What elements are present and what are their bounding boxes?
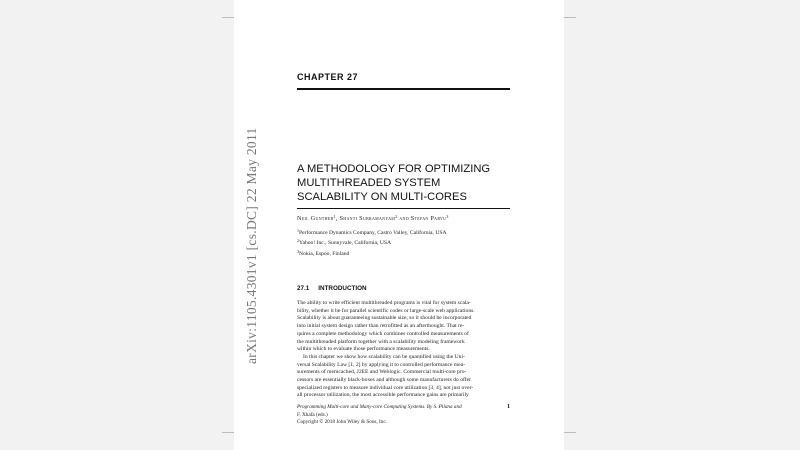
footer-line: F. Xhafa (eds.) <box>297 411 328 418</box>
author-separator: and <box>397 215 411 222</box>
chapter-label: CHAPTER 27 <box>297 72 359 82</box>
footer-line: Copyright © 2018 John Wiley & Sons, Inc. <box>297 419 387 425</box>
title-line: SCALABILITY ON MULTI-CORES <box>297 191 467 203</box>
chapter-rule <box>297 88 510 90</box>
affiliation-line <box>297 237 447 247</box>
body-line: the multithreaded platform together with a scalability modeling framework <box>297 338 465 345</box>
body-text <box>297 300 510 400</box>
affiliation-sup: 1 <box>297 228 299 233</box>
author-separator: , <box>335 215 340 222</box>
author-sup: 3 <box>446 214 449 219</box>
affiliation-sup: 3 <box>297 248 299 254</box>
body-line: bility, whether it be for parallel scientific codes or large-scale web applications. <box>297 307 475 314</box>
author-name: Stefan Parvu <box>410 215 447 222</box>
right-margin-area <box>564 0 800 450</box>
section-title: INTRODUCTION <box>318 285 367 292</box>
author-name: Shanti Subramanyam <box>339 215 396 222</box>
body-line: The ability to write efficient multithreaded programs is vital for system scala- <box>297 300 471 306</box>
affiliation-sup: 2 <box>297 238 299 244</box>
body-line: Scalability is about guaranteeing sustainable size, so it should be incorporated <box>297 315 472 322</box>
affiliation-text: Yahoo! Inc., Sunnyvale, California, USA <box>299 240 392 247</box>
body-line: specialized registers to measure individual core utilization [3, 4], not just over- <box>297 384 474 391</box>
footer-line: Programming Multi-core and Many-core Computing Systems. By S. Pllana and <box>297 404 462 410</box>
title-line: A METHODOLOGY FOR OPTIMIZING <box>297 163 491 175</box>
body-line: cessors are essentially black-boxes and although some manufacturers do offer <box>297 377 472 384</box>
body-line: versal Scalability Law [1, 2] by applying it to controlled performance mea- <box>297 361 466 368</box>
section-number: 27.1 <box>297 285 310 292</box>
affiliations <box>297 227 447 258</box>
body-line: into initial system design rather than retrofitted as an afterthought. That re- <box>297 323 465 330</box>
author-sup: 2 <box>395 214 398 219</box>
author-name: Neil Gunther <box>297 215 334 222</box>
page-number: 1 <box>507 403 511 410</box>
body-line: In this chapter we show how scalability can be quantified using the Uni- <box>303 353 465 360</box>
title-line: MULTITHREADED SYSTEM <box>297 177 441 189</box>
affiliation-text: Performance Dynamics Company, Castro Valley, California, USA <box>299 230 447 236</box>
section-heading <box>297 285 367 292</box>
paper-title <box>297 162 517 204</box>
page-footer <box>297 404 510 427</box>
title-rule <box>297 208 510 209</box>
body-line: quires a complete methodology which combines controlled measurements of <box>297 330 469 337</box>
left-margin-area <box>0 0 234 450</box>
body-line: all processor utilization, the most accessible performance gains are primarily <box>297 392 469 399</box>
affiliation-line <box>297 248 447 258</box>
author-list <box>297 214 449 222</box>
affiliation-text: Nokia, Espoo, Finland <box>299 250 350 257</box>
body-line: surements of memcached, J2EE and Weblogic. Commercial multi-core pro- <box>297 369 467 376</box>
arxiv-identifier: arXiv:1105.4301v1 [cs.DC] 22 May 2011 <box>244 127 259 364</box>
author-sup: 1 <box>333 214 336 219</box>
body-line: within which to evaluate those performance measurements. <box>297 346 430 353</box>
affiliation-line <box>297 227 447 237</box>
